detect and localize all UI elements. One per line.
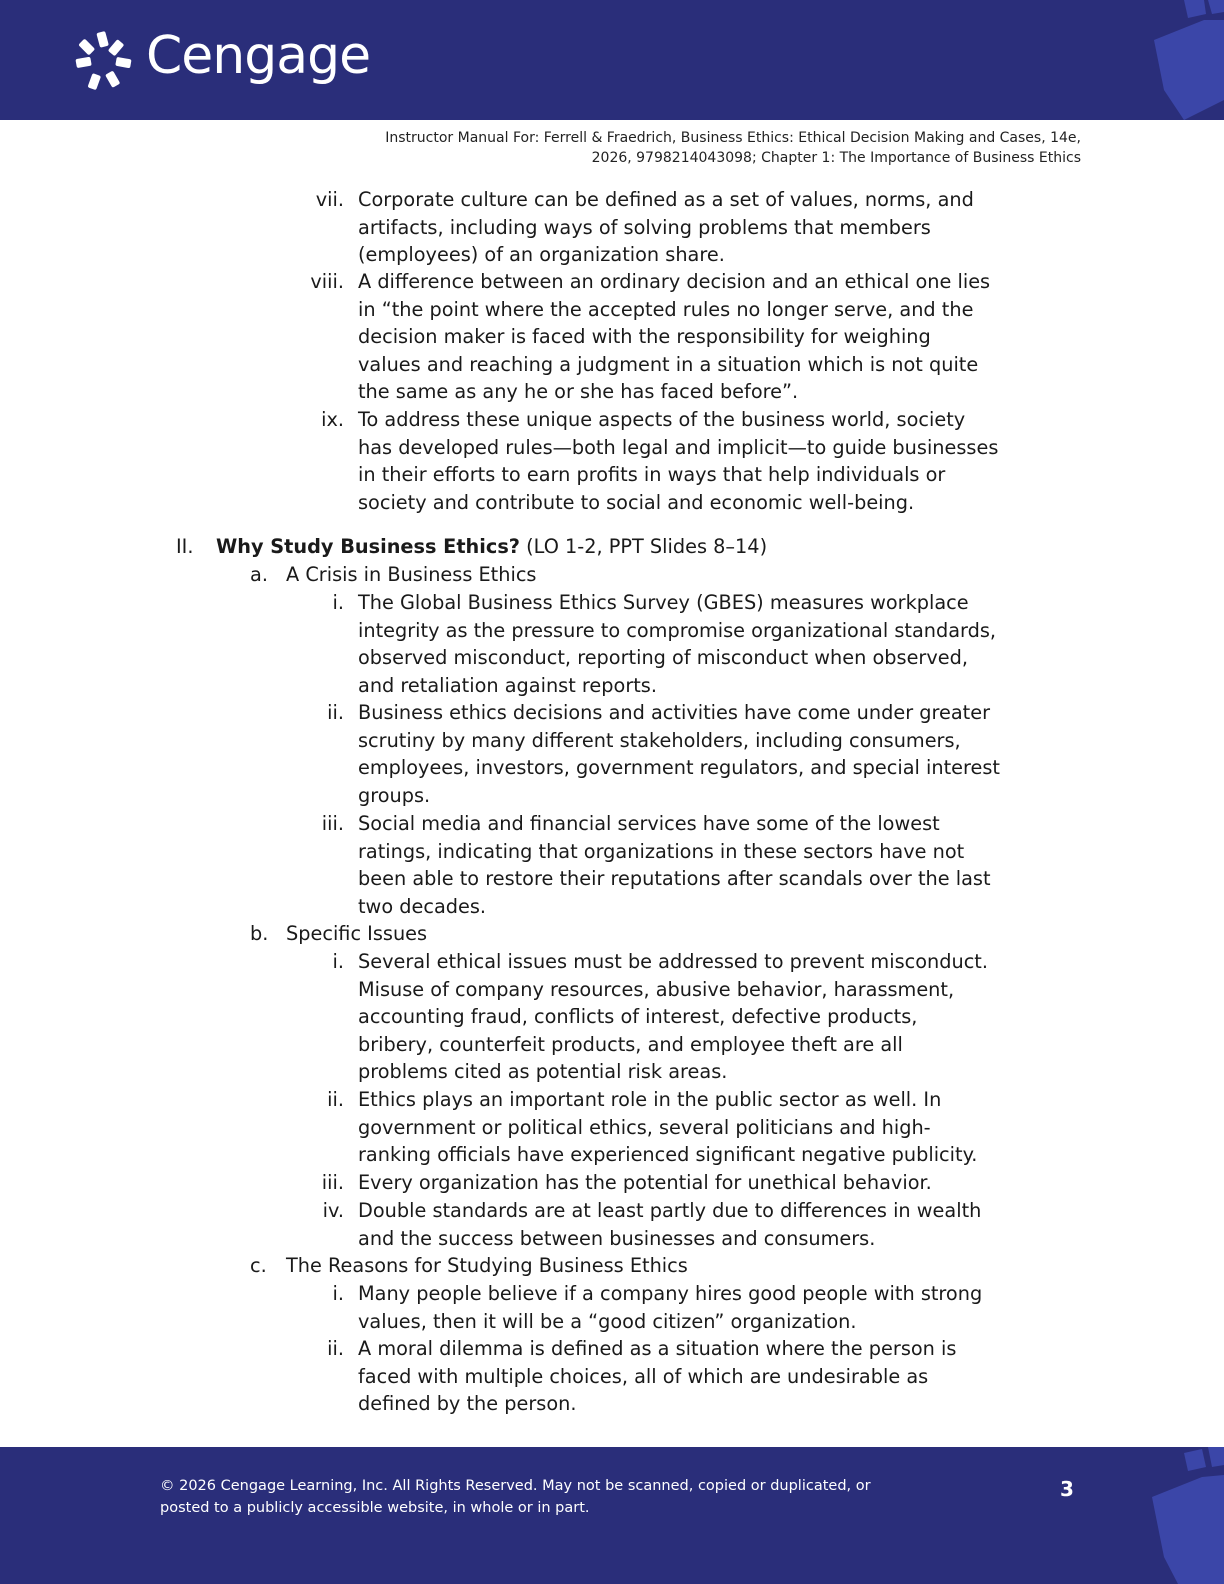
subsection-title: The Reasons for Studying Business Ethics	[286, 1254, 688, 1277]
subsection-letter: a.	[250, 563, 268, 586]
section-number: II.	[176, 535, 194, 558]
text-line: Ethics plays an important role in the public sector as well. In	[358, 1088, 942, 1111]
text-line: artifacts, including ways of solving problems that members	[358, 215, 931, 239]
text-line: Double standards are at least partly due to differences in wealth	[358, 1199, 982, 1222]
cengage-logo-icon	[74, 30, 136, 92]
item-text	[358, 1169, 1088, 1197]
item-number: viii.	[310, 270, 344, 293]
item-number: vii.	[315, 188, 344, 211]
text-line: accounting fraud, conflicts of interest, defective products,	[358, 1005, 918, 1029]
text-line: Social media and financial services have some of the lowest	[358, 812, 940, 835]
footer-decoration-icon	[1134, 1447, 1224, 1584]
copyright-line-2: posted to a publicly accessible website, in whole or in part.	[160, 1500, 590, 1516]
copyright-line-1: © 2026 Cengage Learning, Inc. All Rights Reserved. May not be scanned, copied or duplicated, or	[160, 1478, 871, 1494]
text-line: ratings, indicating that organizations in these sectors have not	[358, 839, 965, 863]
subsection-letter: c.	[250, 1254, 267, 1277]
item-number: ii.	[327, 701, 344, 724]
text-line: has developed rules—both legal and implicit—to guide businesses	[358, 435, 999, 459]
text-line: The Global Business Ethics Survey (GBES) measures workplace	[358, 591, 969, 614]
text-line: scrutiny by many different stakeholders, including consumers,	[358, 728, 961, 752]
copyright-notice	[160, 1475, 960, 1519]
subsection-letter: b.	[250, 922, 269, 945]
header-band	[0, 0, 1224, 120]
item-text	[358, 1086, 1088, 1169]
page-number: 3	[1060, 1477, 1074, 1501]
brand-name: Cengage	[146, 26, 371, 86]
text-line: been able to restore their reputations after scandals over the last	[358, 867, 991, 891]
item-text	[358, 1280, 1088, 1335]
corner-decoration-icon	[1134, 0, 1224, 120]
text-line: values and reaching a judgment in a situation which is not quite	[358, 352, 979, 376]
item-number: ix.	[321, 408, 344, 431]
text-line: defined by the person.	[358, 1392, 577, 1416]
item-text	[358, 406, 1088, 516]
section-title	[216, 533, 767, 561]
text-line: in “the point where the accepted rules no longer serve, and the	[358, 297, 974, 321]
item-number: i.	[332, 591, 344, 614]
text-line: society and contribute to social and economic well-being.	[358, 490, 915, 514]
text-line: groups.	[358, 783, 431, 807]
text-line: (employees) of an organization share.	[358, 243, 725, 267]
text-line: values, then it will be a “good citizen” organization.	[358, 1309, 857, 1333]
item-number: iii.	[321, 812, 344, 835]
text-line: in their efforts to earn profits in ways that help individuals or	[358, 463, 946, 487]
section-title-bold: Why Study Business Ethics?	[216, 535, 520, 558]
document-metadata	[261, 128, 1081, 168]
text-line: Several ethical issues must be addressed to prevent misconduct.	[358, 950, 988, 973]
text-line: observed misconduct, reporting of misconduct when observed,	[358, 646, 969, 670]
text-line: faced with multiple choices, all of which are undesirable as	[358, 1364, 929, 1388]
item-text	[358, 268, 1088, 406]
text-line: problems cited as potential risk areas.	[358, 1060, 728, 1084]
item-text	[358, 589, 1088, 699]
doc-meta-line-1: Instructor Manual For: Ferrell & Fraedrich, Business Ethics: Ethical Decision Making and Cases, 14e,	[385, 130, 1081, 146]
item-text	[358, 948, 1088, 1086]
text-line: and the success between businesses and consumers.	[358, 1226, 876, 1250]
text-line: decision maker is faced with the responsibility for weighing	[358, 325, 931, 349]
item-text	[358, 1197, 1088, 1252]
text-line: A moral dilemma is defined as a situation where the person is	[358, 1337, 957, 1360]
text-line: Misuse of company resources, abusive behavior, harassment,	[358, 977, 955, 1001]
text-line: Business ethics decisions and activities have come under greater	[358, 701, 991, 724]
subsection-title: A Crisis in Business Ethics	[286, 563, 537, 586]
text-line: integrity as the pressure to compromise organizational standards,	[358, 618, 997, 642]
item-number: i.	[332, 1282, 344, 1305]
text-line: the same as any he or she has faced before”.	[358, 380, 799, 404]
item-text	[358, 699, 1088, 809]
item-text	[358, 1335, 1088, 1418]
item-text	[358, 810, 1088, 920]
item-number: ii.	[327, 1337, 344, 1360]
text-line: To address these unique aspects of the business world, society	[358, 408, 966, 431]
text-line: and retaliation against reports.	[358, 673, 657, 697]
text-line: government or political ethics, several politicians and high-	[358, 1115, 931, 1139]
text-line: employees, investors, government regulators, and special interest	[358, 756, 1000, 780]
text-line: Many people believe if a company hires good people with strong	[358, 1282, 983, 1305]
text-line: ranking officials have experienced significant negative publicity.	[358, 1143, 978, 1167]
item-number: iii.	[321, 1171, 344, 1194]
text-line: Corporate culture can be defined as a set of values, norms, and	[358, 188, 974, 211]
text-line: bribery, counterfeit products, and employee theft are all	[358, 1032, 903, 1056]
text-line: Every organization has the potential for unethical behavior.	[358, 1171, 932, 1194]
footer-band	[0, 1447, 1224, 1584]
item-number: ii.	[327, 1088, 344, 1111]
subsection-title: Specific Issues	[286, 922, 428, 945]
item-number: i.	[332, 950, 344, 973]
item-number: iv.	[322, 1199, 344, 1222]
section-reference: (LO 1-2, PPT Slides 8–14)	[519, 535, 768, 558]
item-text	[358, 186, 1088, 269]
doc-meta-line-2: 2026, 9798214043098; Chapter 1: The Importance of Business Ethics	[591, 150, 1081, 166]
text-line: two decades.	[358, 894, 487, 918]
text-line: A difference between an ordinary decision and an ethical one lies	[358, 270, 991, 293]
